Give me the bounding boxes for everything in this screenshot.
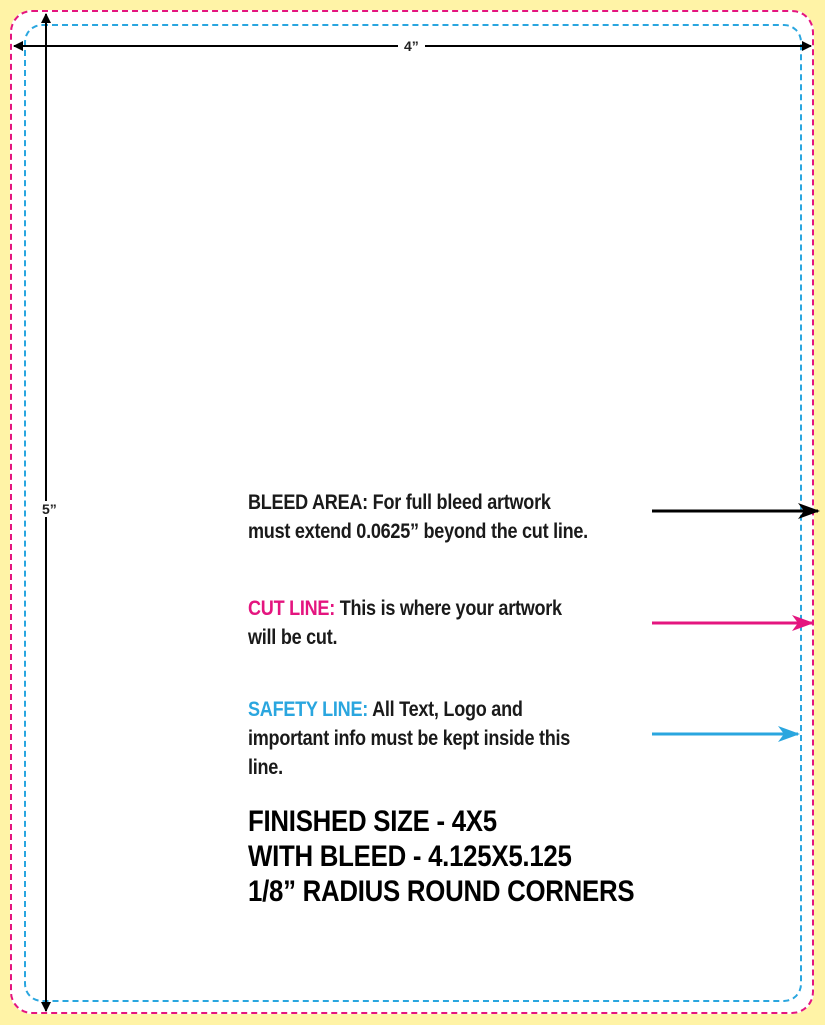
round-corners-text: 1/8” RADIUS ROUND CORNERS <box>248 875 635 908</box>
bleed-area-note <box>248 488 592 546</box>
cut-line-note <box>248 594 592 652</box>
width-dimension-label: 4” <box>398 38 425 54</box>
bleed-area-description: For full bleed artwork must extend 0.0625” beyond the cut line. <box>248 491 588 543</box>
bleed-area-heading: BLEED AREA: <box>248 491 368 514</box>
safety-line-heading: SAFETY LINE: <box>248 698 368 721</box>
safety-line-note <box>248 695 592 782</box>
cut-line-description: This is where your artwork will be cut. <box>248 597 562 649</box>
safety-line-description: All Text, Logo and important info must be kept inside this line. <box>248 698 571 779</box>
with-bleed-text: WITH BLEED - 4.125X5.125 <box>248 840 572 873</box>
finished-size-text: FINISHED SIZE - 4X5 <box>248 805 497 838</box>
size-summary <box>248 804 635 909</box>
height-dimension-label: 5” <box>36 501 63 517</box>
cut-line-heading: CUT LINE: <box>248 597 335 620</box>
